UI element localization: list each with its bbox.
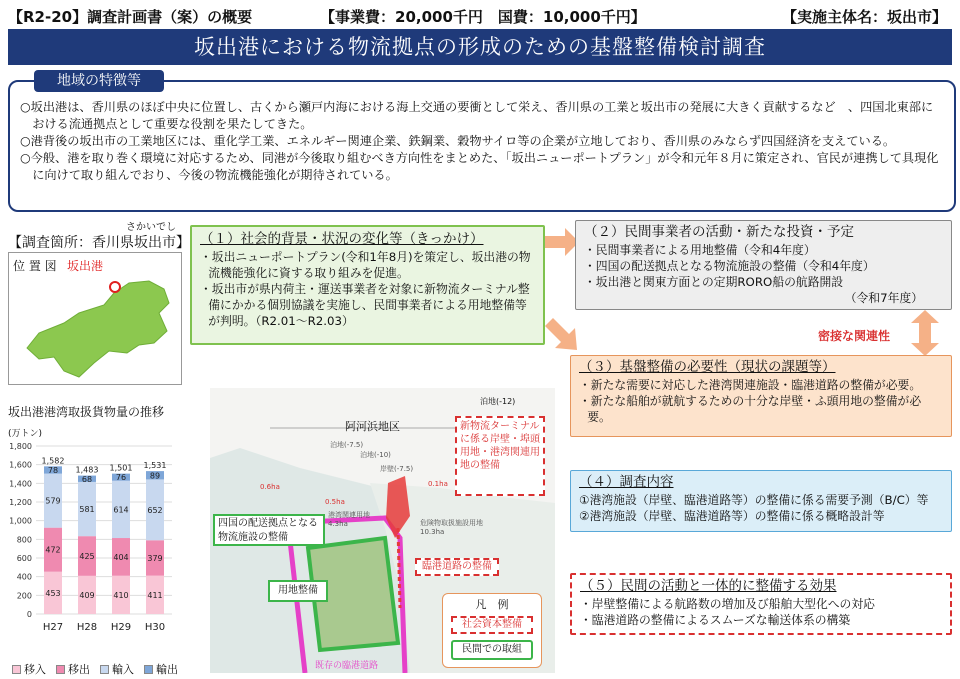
arrow-down-right-icon [545,318,580,353]
x-tick-label: H28 [76,622,98,633]
legend-public: 社会資本整備 [451,616,533,634]
box5-item: ・岸壁整備による航路数の増加及び船舶大型化への対応 [580,597,875,611]
cargo-chart [0,440,180,658]
x-tick-label: H29 [110,622,132,633]
y-tick-label: 800 [16,535,32,545]
chart-title: 坂出港港湾取扱貨物量の推移 [8,405,165,419]
box2-item: ・坂出港と関東方面との定期RORO船の航路開設 [584,275,844,289]
box4-title: （４）調査内容 [579,474,674,490]
callout-road: 臨港道路の整備 [415,558,499,576]
y-tick-label: 200 [16,591,32,601]
header-implementer: 【実施主体名：坂出市】 [782,8,948,26]
data-label: 76 [115,473,127,483]
legend-label: 輸出 [156,663,178,676]
data-label: 78 [47,465,59,475]
legend-label: 輸入 [112,663,134,676]
bidirectional-arrow-icon [910,310,940,356]
chart-ylabel: (万トン) [8,429,43,439]
legend-item [144,661,178,677]
site-small-label: 泊地(-7.5) [330,441,364,449]
legend-swatch [144,665,153,674]
site-map [210,388,555,673]
site-small-label: 泊地(-10) [360,451,391,459]
legend-label: 移出 [68,663,90,676]
data-label: 472 [45,545,61,555]
data-label: 579 [45,496,61,506]
box-integrated-effect [570,573,952,635]
data-label: 89 [149,471,161,481]
data-label: 581 [79,505,95,515]
features-panel [8,80,956,212]
box2-item: ・四国の配送拠点となる物流施設の整備（令和4年度） [584,259,875,273]
total-label: 1,483 [75,465,99,475]
data-label: 68 [81,474,93,484]
total-label: 1,582 [41,456,65,466]
legend-item [56,661,90,677]
legend-swatch [100,665,109,674]
header-budget: 【事業費：20,000千円 国費：10,000千円】 [320,8,646,26]
site-small-label: 危険物取扱施設用地 10.3ha [420,519,483,536]
box1-title: （１）社会的背景・状況の変化等（きっかけ） [200,231,484,247]
site-small-label: 岸壁(-7.5) [380,465,414,473]
box-social-background [190,225,545,345]
legend-label: 移入 [24,663,46,676]
data-label: 453 [45,588,61,598]
data-label: 425 [79,551,95,561]
x-tick-label: H27 [42,622,64,633]
site-legend [442,593,542,668]
callout-terminal: 新物流ターミナルに係る岸壁・埠頭用地・港湾関連用地の整備 [455,416,545,496]
y-tick-label: 0 [26,610,32,619]
feature-item: ○今般、港を取り巻く環境に対応するため、同港が今後取り組むべき方向性をまとめた、「坂出ニューポートプラン」が令和元年８月に策定され、官民が連携して具現化に向けて取り組んでおり、今後の物流機能強化が期待されている。 [20,151,939,182]
legend-swatch [56,665,65,674]
y-tick-label: 1,000 [9,516,32,526]
chart-legend [12,661,178,677]
callout-shikoku: 四国の配送拠点となる物流施設の整備 [213,514,325,546]
box4-item: ②港湾施設（岸壁、臨港道路等）の整備に係る概略設計等 [579,509,885,523]
box2-title: （２）民間事業者の活動・新たな投資・予定 [584,224,854,240]
features-tag: 地域の特徴等 [34,70,164,92]
y-tick-label: 1,400 [9,479,32,489]
box2-tail: （令和7年度） [844,291,923,305]
y-tick-label: 1,600 [9,460,32,470]
box-infrastructure-need [570,355,952,437]
legend-item [12,661,46,677]
box-private-activity [575,220,952,310]
site-depth-label: 泊地(-12) [480,397,516,406]
y-tick-label: 1,200 [9,498,32,507]
box5-title: （５）民間の活動と一体的に整備する効果 [580,578,837,594]
existing-road-label: 既存の臨港道路 [315,661,379,671]
data-label: 614 [113,505,129,515]
location-title: 【調査箇所：香川県坂出市】 [8,235,190,251]
box4-item: ①港湾施設（岸壁、臨港道路等）の整備に係る需要予測（B/C）等 [579,493,929,507]
location-map-label: 位 置 図 [13,259,57,273]
data-label: 411 [147,590,163,600]
header-outline: 【R2-20】調査計画書（案）の概要 [8,8,253,26]
site-area-label: 阿河浜地区 [345,420,400,433]
box3-item: ・新たな船舶が就航するための十分な岸壁・ふ頭用地の整備が必要。 [579,394,922,424]
data-label: 409 [79,590,95,600]
feature-item: ○港背後の坂出市の工業地区には、重化学工業、エネルギー関連企業、鉄鋼業、穀物サイロ等の企業が立地しており、香川県のみならず四国経済を支えている。 [20,134,896,148]
total-label: 1,531 [143,461,167,471]
location-marker-icon [110,282,120,292]
site-small-label: 港湾関連用地 4.3ha [328,511,370,528]
box3-item: ・新たな需要に対応した港湾関連施設・臨港道路の整備が必要。 [579,378,922,392]
callout-land: 用地整備 [268,580,328,602]
box5-item: ・臨港道路の整備によるスムーズな輸送体系の構築 [580,613,851,627]
y-tick-label: 600 [16,554,32,563]
data-label: 404 [113,552,129,562]
feature-item: ○坂出港は、香川県のほぼ中央に位置し、古くから瀬戸内海における海上交通の要衝として栄え、香川県の工業と坂出市の発展に大きく貢献するなど 、四国北東部における流通拠点として重要な役割を果たしてきた。 [20,100,934,131]
box2-item: ・民間事業者による用地整備（令和4年度） [584,243,816,257]
site-small-label: 0.5ha [325,498,345,506]
legend-swatch [12,665,21,674]
box1-item: ・坂出ニューポートプラン(令和1年8月)を策定し、坂出港の物流機能強化に資する取り組みを促進。 [200,250,531,280]
location-map [8,252,182,385]
y-tick-label: 1,800 [9,442,32,451]
box3-title: （３）基盤整備の必要性（現状の課題等） [579,359,836,375]
x-tick-label: H30 [144,622,166,633]
location-map-place: 坂出港 [67,259,104,273]
y-tick-label: 400 [16,572,32,582]
data-label: 652 [147,505,163,515]
site-small-label: 0.1ha [428,480,448,488]
total-label: 1,501 [109,463,133,473]
location-furigana: さかいでし [126,222,176,233]
legend-title: 凡 例 [475,598,509,611]
legend-private: 民間での取組 [451,640,533,660]
legend-item [100,661,134,677]
box1-item: ・坂出市が県内荷主・運送事業者を対象に新物流ターミナル整備にかかる個別協議を実施し、民間事業者による用地整備等が判明。（R2.01～R2.03） [200,282,530,328]
page-title: 坂出港における物流拠点の形成のための基盤整備検討調査 [8,29,952,65]
box-survey-content [570,470,952,532]
site-small-label: 0.6ha [260,483,280,491]
data-label: 379 [147,553,163,563]
relation-label: 密接な関連性 [818,329,891,343]
data-label: 410 [113,590,129,600]
